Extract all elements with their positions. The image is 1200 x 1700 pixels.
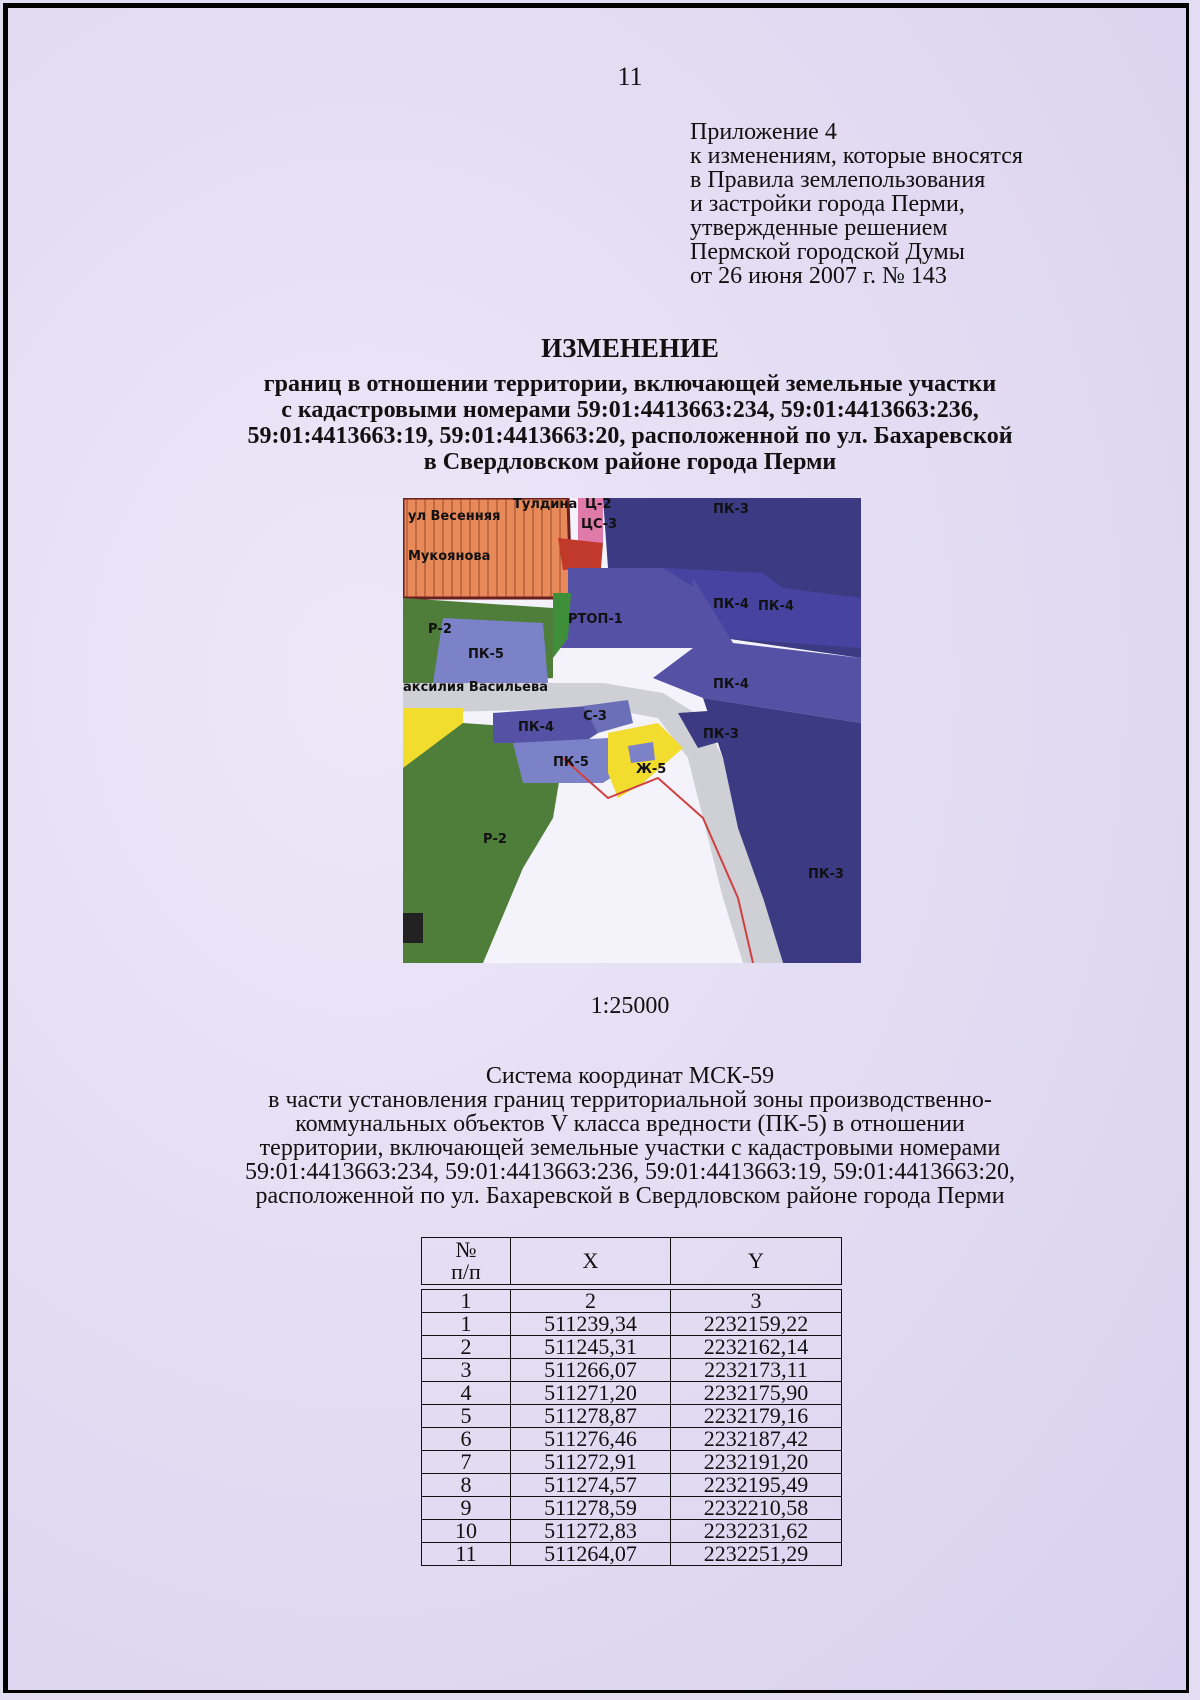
appendix-line: к изменениям, которые вносятся xyxy=(690,143,1023,169)
map-label-street: аксилия Васильева xyxy=(403,680,548,695)
coord-x: 511278,87 xyxy=(511,1405,671,1428)
appendix-line: утвержденные решением xyxy=(690,215,948,241)
coord-title-line: территории, включающей земельные участки с кадастровыми номерами xyxy=(259,1135,1001,1161)
coord-y: 2232175,90 xyxy=(671,1382,842,1405)
row-number: 6 xyxy=(422,1428,511,1451)
document-subtitle xyxy=(0,371,1200,475)
coord-x: 511245,31 xyxy=(511,1336,671,1359)
column-number: 2 xyxy=(511,1290,671,1313)
appendix-header xyxy=(690,120,1023,288)
map-label-zone: ПК-5 xyxy=(553,755,589,770)
row-number: 4 xyxy=(422,1382,511,1405)
header-number-line: п/п xyxy=(451,1259,481,1284)
row-number: 1 xyxy=(422,1313,511,1336)
table-row xyxy=(422,1336,842,1359)
map-label-zone: ПК-4 xyxy=(713,597,749,612)
coord-x: 511264,07 xyxy=(511,1543,671,1566)
row-number: 10 xyxy=(422,1520,511,1543)
coord-y: 2232191,20 xyxy=(671,1451,842,1474)
appendix-line: в Правила землепользования xyxy=(690,167,986,193)
table-row xyxy=(422,1497,842,1520)
coord-title-line: 59:01:4413663:234, 59:01:4413663:236, 59:01:4413663:19, 59:01:4413663:20, xyxy=(244,1159,1015,1185)
document-title: ИЗМЕНЕНИЕ xyxy=(541,333,719,363)
column-number: 1 xyxy=(422,1290,511,1313)
coord-y: 2232173,11 xyxy=(671,1359,842,1382)
map-label-zone: Ж-5 xyxy=(636,762,667,777)
map-label-zone: ПК-4 xyxy=(758,599,794,614)
row-number: 3 xyxy=(422,1359,511,1382)
row-number: 2 xyxy=(422,1336,511,1359)
table-row xyxy=(422,1313,842,1336)
coord-x: 511276,46 xyxy=(511,1428,671,1451)
map-label-zone: ЦС-3 xyxy=(581,517,618,532)
public-zone-dark xyxy=(558,538,603,570)
zoning-map xyxy=(403,498,861,963)
map-label-zone: ПК-4 xyxy=(713,677,749,692)
table-row xyxy=(422,1382,842,1405)
map-label-zone: Р-2 xyxy=(428,622,452,637)
row-number: 5 xyxy=(422,1405,511,1428)
map-scale: 1:25000 xyxy=(590,993,670,1019)
coord-y: 2232210,58 xyxy=(671,1497,842,1520)
coord-y: 2232179,16 xyxy=(671,1405,842,1428)
coord-y: 2232251,29 xyxy=(671,1543,842,1566)
coord-y: 2232162,14 xyxy=(671,1336,842,1359)
coord-x: 511274,57 xyxy=(511,1474,671,1497)
row-number: 7 xyxy=(422,1451,511,1474)
coord-x: 511278,59 xyxy=(511,1497,671,1520)
map-label-street: Тулдина xyxy=(513,498,578,512)
appendix-line: Приложение 4 xyxy=(690,119,837,145)
appendix-line: и застройки города Перми, xyxy=(690,191,965,217)
subtitle-line: в Свердловском районе города Перми xyxy=(423,449,837,475)
coord-x: 511272,91 xyxy=(511,1451,671,1474)
row-number: 8 xyxy=(422,1474,511,1497)
coord-title-line: Система координат МСК-59 xyxy=(485,1063,775,1089)
map-label-zone: ПК-4 xyxy=(518,720,554,735)
table-header-row xyxy=(422,1238,842,1285)
map-label-zone: ПК-5 xyxy=(468,647,504,662)
table-row xyxy=(422,1359,842,1382)
header-number-line: № xyxy=(455,1237,477,1262)
table-row xyxy=(422,1451,842,1474)
subtitle-line: с кадастровыми номерами 59:01:4413663:234, 59:01:4413663:236, xyxy=(281,397,979,423)
header-number xyxy=(422,1238,511,1285)
zone-pk4-mid xyxy=(553,568,703,648)
header-x: X xyxy=(511,1238,671,1285)
subtitle-line: границ в отношении территории, включающей земельные участки xyxy=(263,371,997,397)
coord-x: 511272,83 xyxy=(511,1520,671,1543)
subtitle-line: 59:01:4413663:19, 59:01:4413663:20, расположенной по ул. Бахаревской xyxy=(247,423,1013,449)
table-row xyxy=(422,1543,842,1566)
header-y: Y xyxy=(671,1238,842,1285)
coord-y: 2232187,42 xyxy=(671,1428,842,1451)
map-label-zone: РТОП-1 xyxy=(568,612,623,627)
page-number: 11 xyxy=(617,62,643,91)
coord-y: 2232159,22 xyxy=(671,1313,842,1336)
table-row xyxy=(422,1405,842,1428)
map-label-zone: ПК-3 xyxy=(713,502,749,517)
coord-x: 511271,20 xyxy=(511,1382,671,1405)
column-number-row xyxy=(422,1290,842,1313)
appendix-line: от 26 июня 2007 г. № 143 xyxy=(690,263,947,289)
column-number: 3 xyxy=(671,1290,842,1313)
map-label-zone: ПК-3 xyxy=(703,727,739,742)
coord-y: 2232231,62 xyxy=(671,1520,842,1543)
table-row xyxy=(422,1474,842,1497)
coord-title-line: коммунальных объектов V класса вредности (ПК-5) в отношении xyxy=(295,1111,965,1137)
map-label-zone: Ц-2 xyxy=(585,498,612,512)
coord-x: 511266,07 xyxy=(511,1359,671,1382)
map-label-street: ул Весенняя xyxy=(408,509,501,524)
map-label-street: Мукоянова xyxy=(408,549,491,564)
zone-dark-corner xyxy=(403,913,423,943)
coordinates-table xyxy=(421,1237,842,1566)
coord-y: 2232195,49 xyxy=(671,1474,842,1497)
coord-title-line: в части установления границ территориальной зоны производственно- xyxy=(268,1087,992,1113)
map-label-zone: С-3 xyxy=(583,709,607,724)
map-label-zone: ПК-3 xyxy=(808,867,844,882)
row-number: 9 xyxy=(422,1497,511,1520)
table-row xyxy=(422,1520,842,1543)
row-number: 11 xyxy=(422,1543,511,1566)
table-row xyxy=(422,1428,842,1451)
appendix-line: Пермской городской Думы xyxy=(690,239,965,265)
coord-x: 511239,34 xyxy=(511,1313,671,1336)
map-label-zone: Р-2 xyxy=(483,832,507,847)
coordinate-system-title xyxy=(0,1064,1200,1208)
coord-title-line: расположенной по ул. Бахаревской в Свердловском районе города Перми xyxy=(255,1183,1005,1209)
